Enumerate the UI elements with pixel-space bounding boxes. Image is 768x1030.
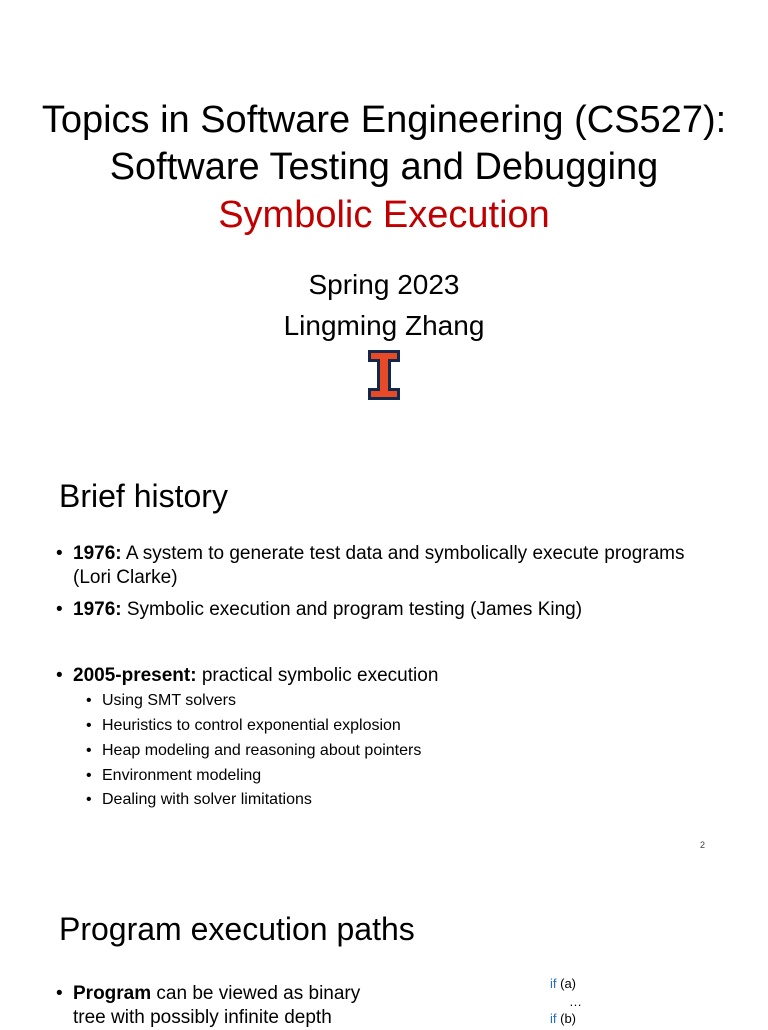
- illinois-block-i-logo-icon: [366, 348, 402, 402]
- bullet-year: 2005-present:: [73, 665, 197, 686]
- bullet-year: 1976:: [73, 543, 122, 564]
- history-bullet-1: [56, 542, 696, 590]
- bullet-dot-icon: •: [56, 983, 63, 1004]
- sub-bullet-text: Heuristics to control exponential explosion: [102, 717, 401, 734]
- bullet-dot-icon: •: [56, 543, 63, 564]
- code-keyword: if: [550, 1011, 557, 1026]
- sub-bullet-text: Environment modeling: [102, 767, 262, 784]
- code-keyword: if: [550, 976, 557, 991]
- program-bullet: [56, 982, 386, 1030]
- lecture-title: Symbolic Execution: [218, 194, 550, 236]
- bullet-keyword: Program: [73, 983, 152, 1004]
- title-slide: [0, 0, 768, 434]
- bullet-year: 1976:: [73, 599, 122, 620]
- brief-history-slide: [0, 434, 768, 868]
- course-title-line-2: Software Testing and Debugging: [109, 146, 659, 188]
- bullet-text: can be viewed as binary tree with possibly infinite depth: [73, 983, 361, 1028]
- bullet-dot-icon: •: [86, 717, 92, 734]
- code-line-1: [550, 976, 576, 992]
- page-number: 2: [700, 840, 706, 850]
- sub-bullet: [86, 691, 686, 711]
- instructor-name: Lingming Zhang: [283, 310, 485, 341]
- execution-paths-slide: [0, 868, 768, 1028]
- sub-bullet: [86, 741, 686, 761]
- semester: Spring 2023: [308, 269, 460, 300]
- history-bullet-3: [56, 664, 696, 688]
- slide-heading: Program execution paths: [59, 911, 415, 947]
- code-text: (b): [556, 1011, 576, 1026]
- slide-heading: Brief history: [59, 478, 228, 514]
- bullet-text: A system to generate test data and symbolically execute programs (Lori Clarke): [73, 543, 685, 588]
- bullet-dot-icon: •: [86, 767, 92, 784]
- sub-bullet: [86, 716, 686, 736]
- sub-bullet-text: Heap modeling and reasoning about pointers: [102, 742, 422, 759]
- sub-bullet-text: Dealing with solver limitations: [102, 791, 312, 808]
- sub-bullet: [86, 790, 686, 810]
- bullet-dot-icon: •: [86, 791, 92, 808]
- sub-bullet-text: Using SMT solvers: [102, 692, 236, 709]
- bullet-dot-icon: •: [86, 742, 92, 759]
- bullet-dot-icon: •: [86, 692, 92, 709]
- code-ellipsis: …: [569, 994, 582, 1009]
- bullet-text: practical symbolic execution: [196, 665, 439, 686]
- bullet-dot-icon: •: [56, 599, 63, 620]
- sub-bullet: [86, 766, 686, 786]
- history-bullet-2: [56, 598, 696, 622]
- course-title-line-1: Topics in Software Engineering (CS527):: [41, 99, 727, 141]
- bullet-text: Symbolic execution and program testing (James King): [121, 599, 583, 620]
- bullet-dot-icon: •: [56, 665, 63, 686]
- code-text: (a): [556, 976, 576, 991]
- code-line-3: [550, 1011, 576, 1027]
